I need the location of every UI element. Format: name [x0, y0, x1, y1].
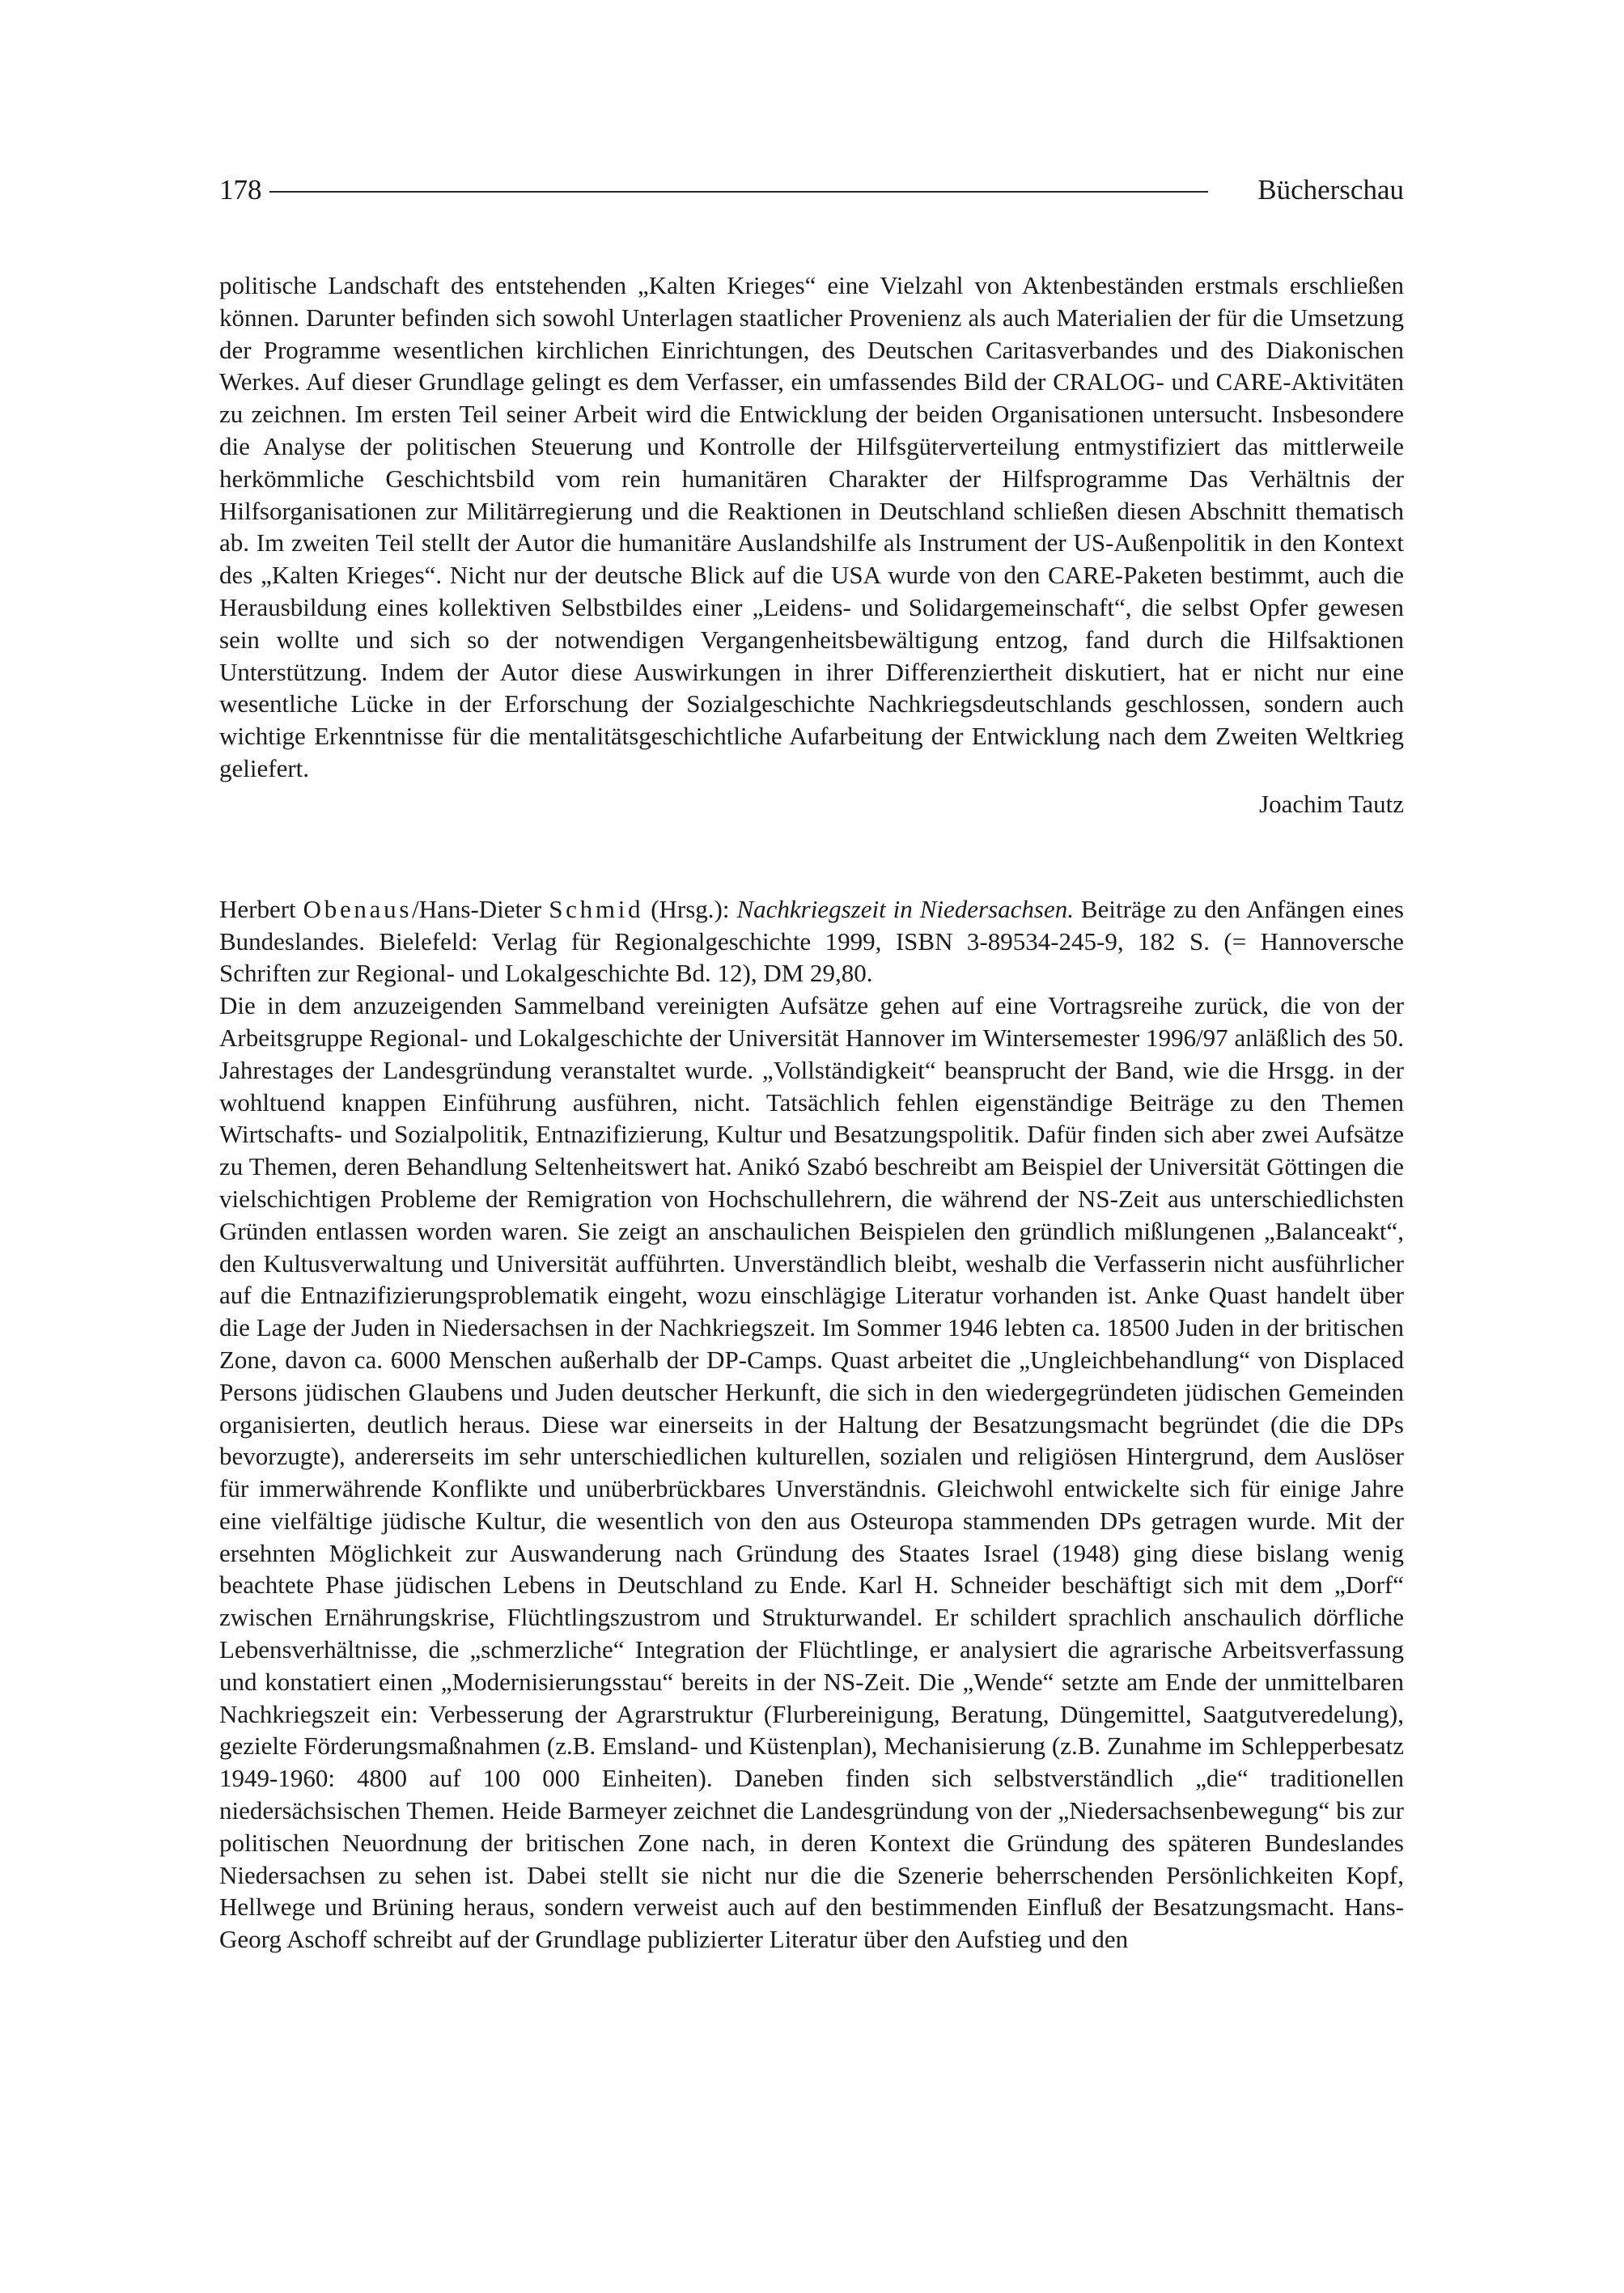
citation-author1-first: Herbert [219, 894, 303, 923]
running-header [219, 166, 1404, 214]
header-rule [269, 191, 1208, 193]
citation-author1-last: Obenaus [303, 894, 413, 923]
reviewer-name: Joachim Tautz [1259, 789, 1404, 818]
review-2-citation [219, 893, 1404, 990]
review-1-body: politische Landschaft des entstehenden „Kalten Krieges“ eine Vielzahl von Aktenbeständen erstmals erschließen können. Darunter befinden sich sowohl Unterlagen staatlicher Provenienz als auch Materialien der für die Umsetzung der Programme wesentlichen kirchlichen Einrichtungen, des Deutschen Caritasverbandes und des Diakonischen Werkes. Auf dieser Grundlage gelingt es dem Verfasser, ein umfassendes Bild der CRALOG- und CARE-Aktivitäten zu zeichnen. Im ersten Teil seiner Arbeit wird die Entwicklung der beiden Organisationen untersucht. Insbesondere die Analyse der politischen Steuerung und Kontrolle der Hilfsgüterverteilung entmystifiziert das mittlerweile herkömmliche Geschichtsbild vom rein humanitären Charakter der Hilfsprogramme Das Verhältnis der Hilfsorganisationen zur Militärregierung und die Reaktionen in Deutschland schließen diesen Abschnitt thematisch ab. Im zweiten Teil stellt der Autor die humanitäre Auslandshilfe als Instrument der US-Außenpolitik in den Kontext des „Kalten Krieges“. Nicht nur der deutsche Blick auf die USA wurde von den CARE-Paketen bestimmt, auch die Herausbildung eines kollektiven Selbstbildes einer „Leidens- und Solidargemeinschaft“, die selbst Opfer gewesen sein wollte und sich so der notwendigen Vergangenheitsbewältigung entzog, fand durch die Hilfsaktionen Unterstützung. Indem der Autor diese Auswirkungen in ihrer Differenziertheit diskutiert, hat er nicht nur eine wesentliche Lücke in der Erforschung der Sozialgeschichte Nachkriegsdeutschlands geschlossen, sondern auch wichtige Erkenntnisse für die mentalitätsgeschichtliche Aufarbeitung der Entwicklung nach dem Zweiten Weltkrieg geliefert. [219, 271, 1404, 782]
citation-author2-last: Schmid [549, 894, 644, 923]
citation-details: Beiträge zu den Anfängen eines Bundeslandes. Bielefeld: Verlag für Regionalgeschichte 1999, ISBN 3-89534-245-9, 182 S. (= Hannoversche Schriften zur Regional- und Lokalgeschichte Bd. 12), DM 29,80. [219, 894, 1404, 988]
citation-book-title: Nachkriegszeit in Niedersachsen. [736, 894, 1074, 923]
document-page [219, 166, 1404, 1956]
citation-separator: /Hans-Dieter [412, 894, 549, 923]
page-number: 178 [219, 174, 262, 206]
section-title: Bücherschau [1257, 174, 1404, 206]
citation-editors-note: (Hrsg.): [643, 894, 737, 923]
review-2-body: Die in dem anzuzeigenden Sammelband vereinigten Aufsätze gehen auf eine Vortragsreihe zurück, die von der Arbeitsgruppe Regional- und Lokalgeschichte der Universität Hannover im Wintersemester 1996/97 anläßlich des 50. Jahrestages der Landesgründung veranstaltet wurde. „Vollständigkeit“ beansprucht der Band, wie die Hrsgg. in der wohltuend knappen Einführung ausführen, nicht. Tatsächlich fehlen eigenständige Beiträge zu den Themen Wirtschafts- und Sozialpolitik, Entnazifizierung, Kultur und Besatzungspolitik. Dafür finden sich aber zwei Aufsätze zu Themen, deren Behandlung Seltenheitswert hat. Anikó Szabó beschreibt am Beispiel der Universität Göttingen die vielschichtigen Probleme der Remigration von Hochschullehrern, die während der NS-Zeit aus unterschiedlichsten Gründen entlassen worden waren. Sie zeigt an anschaulichen Beispielen den gründlich mißlungenen „Balanceakt“, den Kultusverwaltung und Universität aufführten. Unverständlich bleibt, weshalb die Verfasserin nicht ausführlicher auf die Entnazifizierungsproblematik eingeht, wozu einschlägige Literatur vorhanden ist. Anke Quast handelt über die Lage der Juden in Niedersachsen in der Nachkriegszeit. Im Sommer 1946 lebten ca. 18500 Juden in der britischen Zone, davon ca. 6000 Menschen außerhalb der DP-Camps. Quast arbeitet die „Ungleichbehandlung“ von Displaced Persons jüdischen Glaubens und Juden deutscher Herkunft, die sich in den wiedergegründeten jüdischen Gemeinden organisierten, deutlich heraus. Diese war einerseits in der Haltung der Besatzungsmacht begründet (die die DPs bevorzugte), andererseits im sehr unterschiedlichen kulturellen, sozialen und religiösen Hintergrund, dem Auslöser für immerwährende Konflikte und unüberbrückbares Unverständnis. Gleichwohl entwickelte sich für einige Jahre eine vielfältige jüdische Kultur, die wesentlich von den aus Osteuropa stammenden DPs getragen wurde. Mit der ersehnten Möglichkeit zur Auswanderung nach Gründung des Staates Israel (1948) ging diese bislang wenig beachtete Phase jüdischen Lebens in Deutschland zu Ende. Karl H. Schneider beschäftigt sich mit dem „Dorf“ zwischen Ernährungskrise, Flüchtlingszustrom und Strukturwandel. Er schildert sprachlich anschaulich dörfliche Lebensverhältnisse, die „schmerzliche“ Integration der Flüchtlinge, er analysiert die agrarische Arbeitsverfassung und konstatiert einen „Modernisierungsstau“ bereits in der NS-Zeit. Die „Wende“ setzte am Ende der unmittelbaren Nachkriegszeit ein: Verbesserung der Agrarstruktur (Flurbereinigung, Beratung, Düngemittel, Saatgutveredelung), gezielte Förderungsmaßnahmen (z.B. Emsland- und Küstenplan), Mechanisierung (z.B. Zunahme im Schlepperbesatz 1949-1960: 4800 auf 100 000 Einheiten). Daneben finden sich selbstverständlich „die“ traditionellen niedersächsischen Themen. Heide Barmeyer zeichnet die Landesgründung von der „Niedersachsenbewegung“ bis zur politischen Neuordnung der britischen Zone nach, in deren Kontext die Gründung des späteren Bundeslandes Niedersachsen zu sehen ist. Dabei stellt sie nicht nur die die Szenerie beherrschenden Persönlichkeiten Kopf, Hellwege und Brüning heraus, sondern verweist auch auf den bestimmenden Einfluß der Besatzungsmacht. Hans-Georg Aschoff schreibt auf der Grundlage publizierter Literatur über den Aufstieg und den [219, 991, 1404, 1954]
